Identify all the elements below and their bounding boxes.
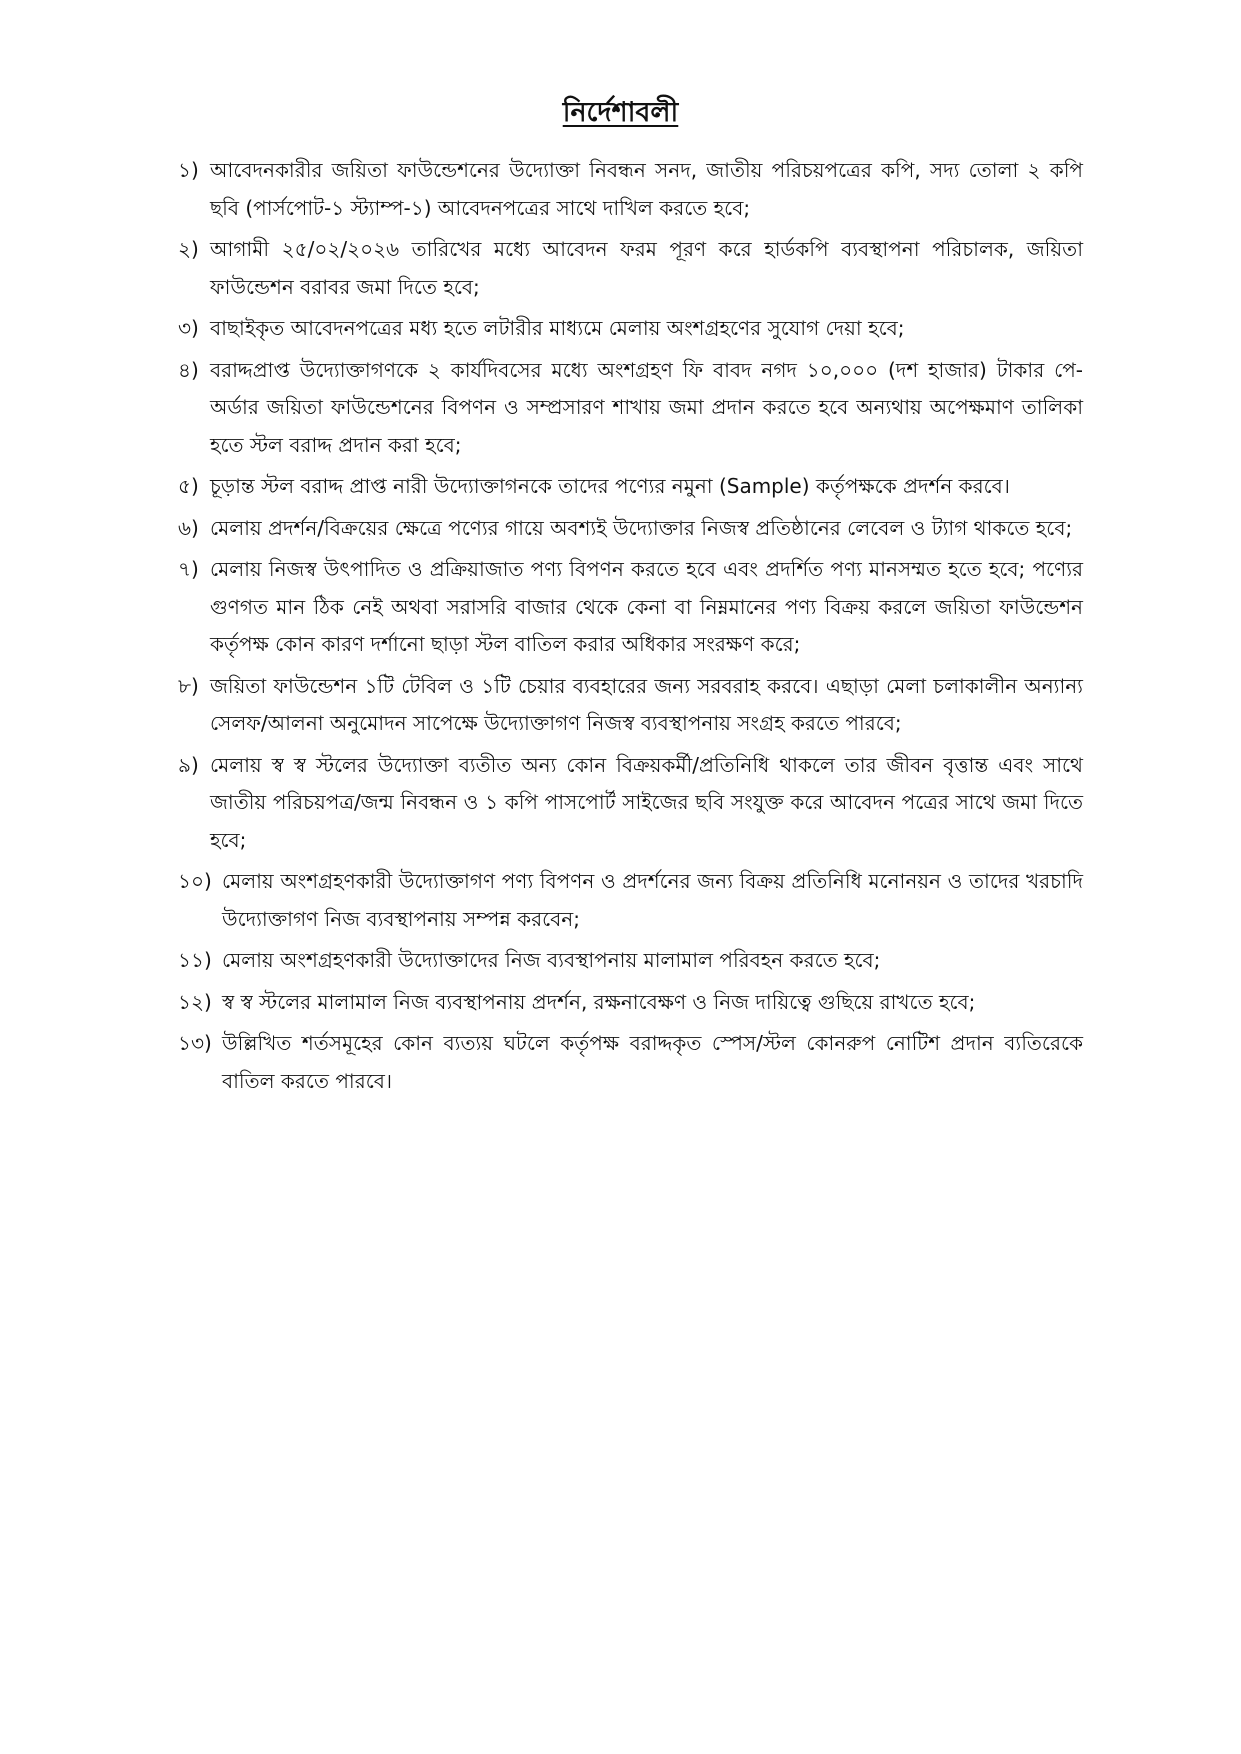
instruction-item [178,942,1083,980]
instruction-item [178,310,1083,348]
page-title-text: নির্দেশাবলী [562,97,679,128]
instruction-item [178,468,1083,506]
instruction-number: ৫) [178,474,199,498]
instruction-number: ৬) [178,515,199,540]
instruction-number: ১১) [178,948,212,972]
instruction-item [178,152,1083,227]
instruction-number: ৩) [178,316,199,340]
instruction-text: মেলায় অংশগ্রহণকারী উদ্যোক্তাগণ পণ্য বিপণন ও প্রদর্শনের জন্য বিক্রয় প্রতিনিধি মনোনয়ন ও তাদের খরচাদি উদ্যোক্তাগণ নিজ ব্যবস্থাপনায় সম্পন্ন করবেন; [222,869,1083,931]
instruction-item [178,863,1083,938]
instruction-text: মেলায় অংশগ্রহণকারী উদ্যোক্তাদের নিজ ব্যবস্থাপনায় মালামাল পরিবহন করতে হবে; [222,948,881,972]
instruction-text: স্ব স্ব স্টলের মালামাল নিজ ব্যবস্থাপনায় প্রদর্শন, রক্ষনাবেক্ষণ ও নিজ দায়িত্বে গুছিয়ে রাখতে হবে; [222,989,976,1014]
instruction-item [178,984,1083,1022]
instruction-text: চূড়ান্ত স্টল বরাদ্দ প্রাপ্ত নারী উদ্যোক্তাগনকে তাদের পণ্যের নমুনা (Sample) কর্তৃপক্ষকে প্রদর্শন করবে। [210,474,1010,498]
instruction-text: আবেদনকারীর জয়িতা ফাউন্ডেশনের উদ্যোক্তা নিবন্ধন সনদ, জাতীয় পরিচয়পত্রের কপি, সদ্য তোলা ২ কপি ছবি (পার্সপোট-১ স্ট্যাম্প-১) আবেদনপত্রের সাথে দাখিল করতে হবে; [210,158,1083,220]
instruction-text: মেলায় প্রদর্শন/বিক্রয়ের ক্ষেত্রে পণ্যের গায়ে অবশ্যই উদ্যোক্তার নিজস্ব প্রতিষ্ঠানের লেবেল ও ট্যাগ থাকতে হবে; [210,515,1073,540]
instruction-text: মেলায় স্ব স্ব স্টলের উদ্যোক্তা ব্যতীত অন্য কোন বিক্রয়কর্মী/প্রতিনিধি থাকলে তার জীবন বৃত্তান্ত এবং সাথে জাতীয় পরিচয়পত্র/জন্ম নিবন্ধন ও ১ কপি পাসপোর্ট সাইজের ছবি সংযুক্ত করে আবেদন পত্রের সাথে জমা দিতে হবে; [210,752,1083,852]
instruction-number: ৯) [178,752,199,777]
page-title [0,96,1241,130]
instruction-item [178,747,1083,860]
instruction-number: ৮) [178,673,199,698]
instruction-item [178,1025,1083,1100]
instruction-text: মেলায় নিজস্ব উৎপাদিত ও প্রক্রিয়াজাত পণ্য বিপণন করতে হবে এবং প্রদর্শিত পণ্য মানসম্মত হতে হবে; পণ্যের গুণগত মান ঠিক নেই অথবা সরাসরি বাজার থেকে কেনা বা নিম্নমানের পণ্য বিক্রয় করলে জয়িতা ফাউন্ডেশন কর্তৃপক্ষ কোন কারণ দর্শানো ছাড়া স্টল বাতিল করার অধিকার সংরক্ষণ করে; [210,557,1083,656]
instruction-text: বরাদ্দপ্রাপ্ত উদ্যোক্তাগণকে ২ কার্যদিবসের মধ্যে অংশগ্রহণ ফি বাবদ নগদ ১০,০০০ (দশ হাজার) টাকার পে-অর্ডার জয়িতা ফাউন্ডেশনের বিপণন ও সম্প্রসারণ শাখায় জমা প্রদান করতে হবে অন্যথায় অপেক্ষমাণ তালিকা হতে স্টল বরাদ্দ প্রদান করা হবে; [210,357,1083,457]
instruction-item [178,551,1083,664]
instruction-text: উল্লিখিত শর্তসমূহের কোন ব্যত্যয় ঘটলে কর্তৃপক্ষ বরাদ্দকৃত স্পেস/স্টল কোনরুপ নোটিশ প্রদান ব্যতিরেকে বাতিল করতে পারবে। [222,1031,1083,1093]
instruction-text: বাছাইকৃত আবেদনপত্রের মধ্য হতে লটারীর মাধ্যমে মেলায় অংশগ্রহণের সুযোগ দেয়া হবে; [210,316,905,340]
instruction-number: ১) [178,158,199,182]
instruction-text: জয়িতা ফাউন্ডেশন ১টি টেবিল ও ১টি চেয়ার ব্যবহারের জন্য সরবরাহ করবে। এছাড়া মেলা চলাকালীন অন্যান্য সেলফ/আলনা অনুমোদন সাপেক্ষে উদ্যোক্তাগণ নিজস্ব ব্যবস্থাপনায় সংগ্রহ করতে পারবে; [210,673,1083,735]
instruction-text: আগামী ২৫/০২/২০২৬ তারিখের মধ্যে আবেদন ফরম পূরণ করে হার্ডকপি ব্যবস্থাপনা পরিচালক, জয়িতা ফাউন্ডেশন বরাবর জমা দিতে হবে; [210,237,1083,299]
instruction-number: ১৩) [178,1031,212,1055]
instruction-number: ২) [178,237,199,261]
instruction-number: ৪) [178,357,199,382]
instruction-item [178,510,1083,548]
instruction-item [178,231,1083,306]
instruction-number: ৭) [178,557,199,581]
instruction-number: ১০) [178,869,212,893]
instruction-item [178,352,1083,465]
instruction-item [178,668,1083,743]
instruction-list [178,152,1083,1104]
instruction-number: ১২) [178,989,212,1014]
